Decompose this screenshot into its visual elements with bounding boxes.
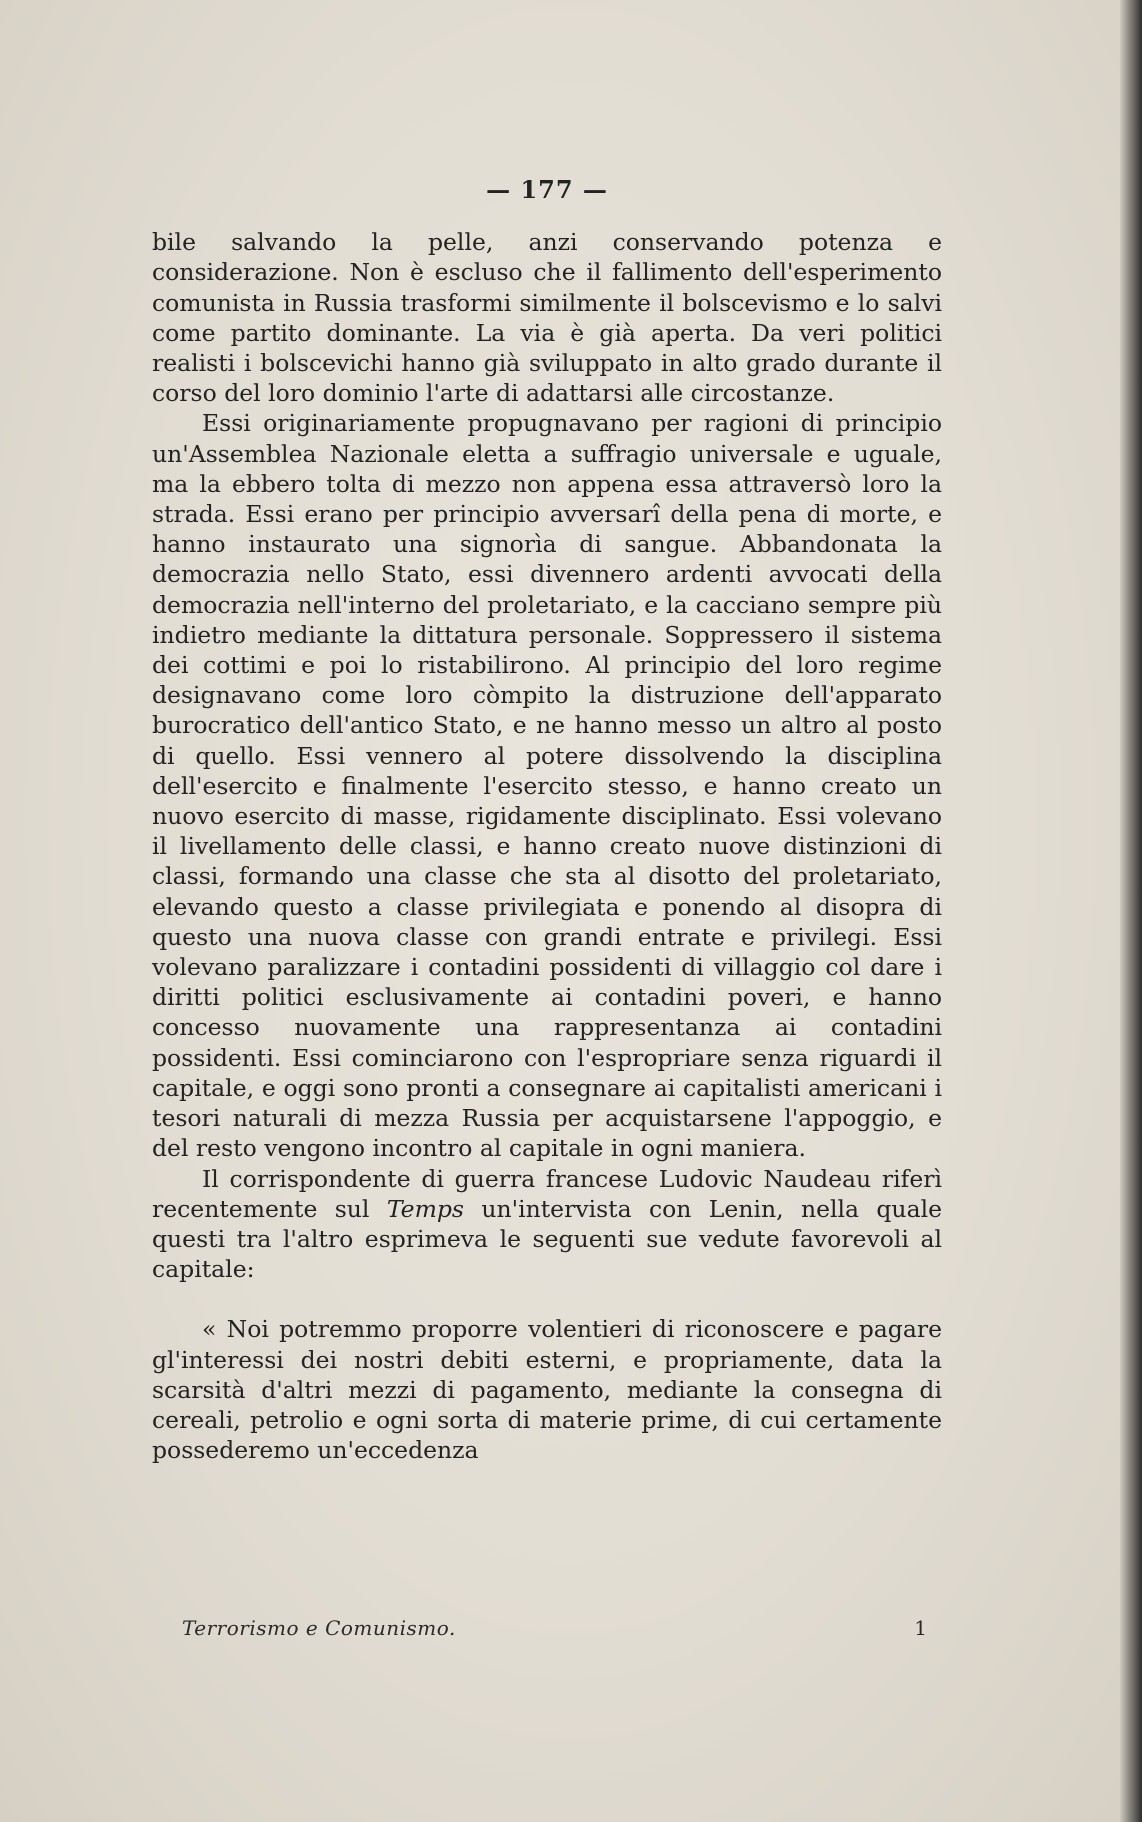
page-binding-edge xyxy=(1120,0,1142,1822)
paragraph-correspondent xyxy=(152,1164,942,1285)
paragraph-continuation: bile salvando la pelle, anzi conservando potenza e considerazione. Non è escluso che il fallimento dell'esperimento comunista in Russia trasformi similmente il bolscevismo e lo salvi come partito dominante. La via è già aperta. Da veri politici realisti i bolscevichi hanno già sviluppato in alto grado durante il corso del loro dominio l'arte di adattarsi alle circostanze. xyxy=(152,228,942,408)
paragraph-bolsheviks-contradictions: Essi originariamente propugnavano per ragioni di principio un'Assemblea Nazionale eletta a suffragio universale e uguale, ma la ebbero tolta di mezzo non appena essa attraversò loro la strada. Essi erano per principio avversarî della pena di morte, e hanno instaurato una signorìa di sangue. Abbandonata la democrazia nello Stato, essi divennero ardenti avvocati della democrazia nell'interno del proletariato, e la cacciano sempre più indietro mediante la dittatura personale. Soppressero il sistema dei cottimi e poi lo ristabilirono. Al principio del loro regime designavano come loro còmpito la distruzione dell'apparato burocratico dell'antico Stato, e ne hanno messo un altro al posto di quello. Essi vennero al potere dissolvendo la disciplina dell'esercito e finalmente l'esercito stesso, e hanno creato un nuovo esercito di masse, rigidamente disciplinato. Essi volevano il livellamento delle classi, e hanno creato nuove distinzioni di classi, formando una classe che sta al disotto del proletariato, elevando questo a classe privilegiata e ponendo al disopra di questo una nuova classe con grandi entrate e privilegi. Essi volevano paralizzare i contadini possidenti di villaggio col dare i diritti politici esclusivamente ai contadini poveri, e hanno concesso nuovamente una rappresentanza ai contadini possidenti. Essi cominciarono con l'espropriare senza riguardi il capitale, e oggi sono pronti a consegnare ai capitalisti americani i tesori naturali di mezza Russia per acquistarsene l'appoggio, e del resto vengono incontro al capitale in ogni maniera. xyxy=(152,409,942,1163)
lenin-quote: « Noi potremmo proporre volentieri di riconoscere e pagare gl'interessi dei nostri debiti esterni, e propriamente, data la scarsità d'altri mezzi di pagamento, mediante la consegna di cereali, petrolio e ogni sorta di materie prime, di cui certamente possederemo un'eccedenza xyxy=(152,1315,942,1465)
correspondent-text-after: un'intervista con Lenin, nella quale questi tra l'altro esprimeva le seguenti sue vedute favorevoli al capitale: xyxy=(152,1194,943,1284)
footer-book-title: Terrorismo e Comunismo. xyxy=(182,1616,456,1640)
page-number: — 177 — xyxy=(486,175,608,204)
newspaper-title: Temps xyxy=(386,1194,464,1223)
footer-signature-mark: 1 xyxy=(914,1616,927,1640)
correspondent-text-before: Il corrispondente di guerra francese Ludovic Naudeau riferì recentemente sul xyxy=(152,1164,942,1223)
text-block xyxy=(152,175,942,1465)
footer xyxy=(182,1616,927,1640)
